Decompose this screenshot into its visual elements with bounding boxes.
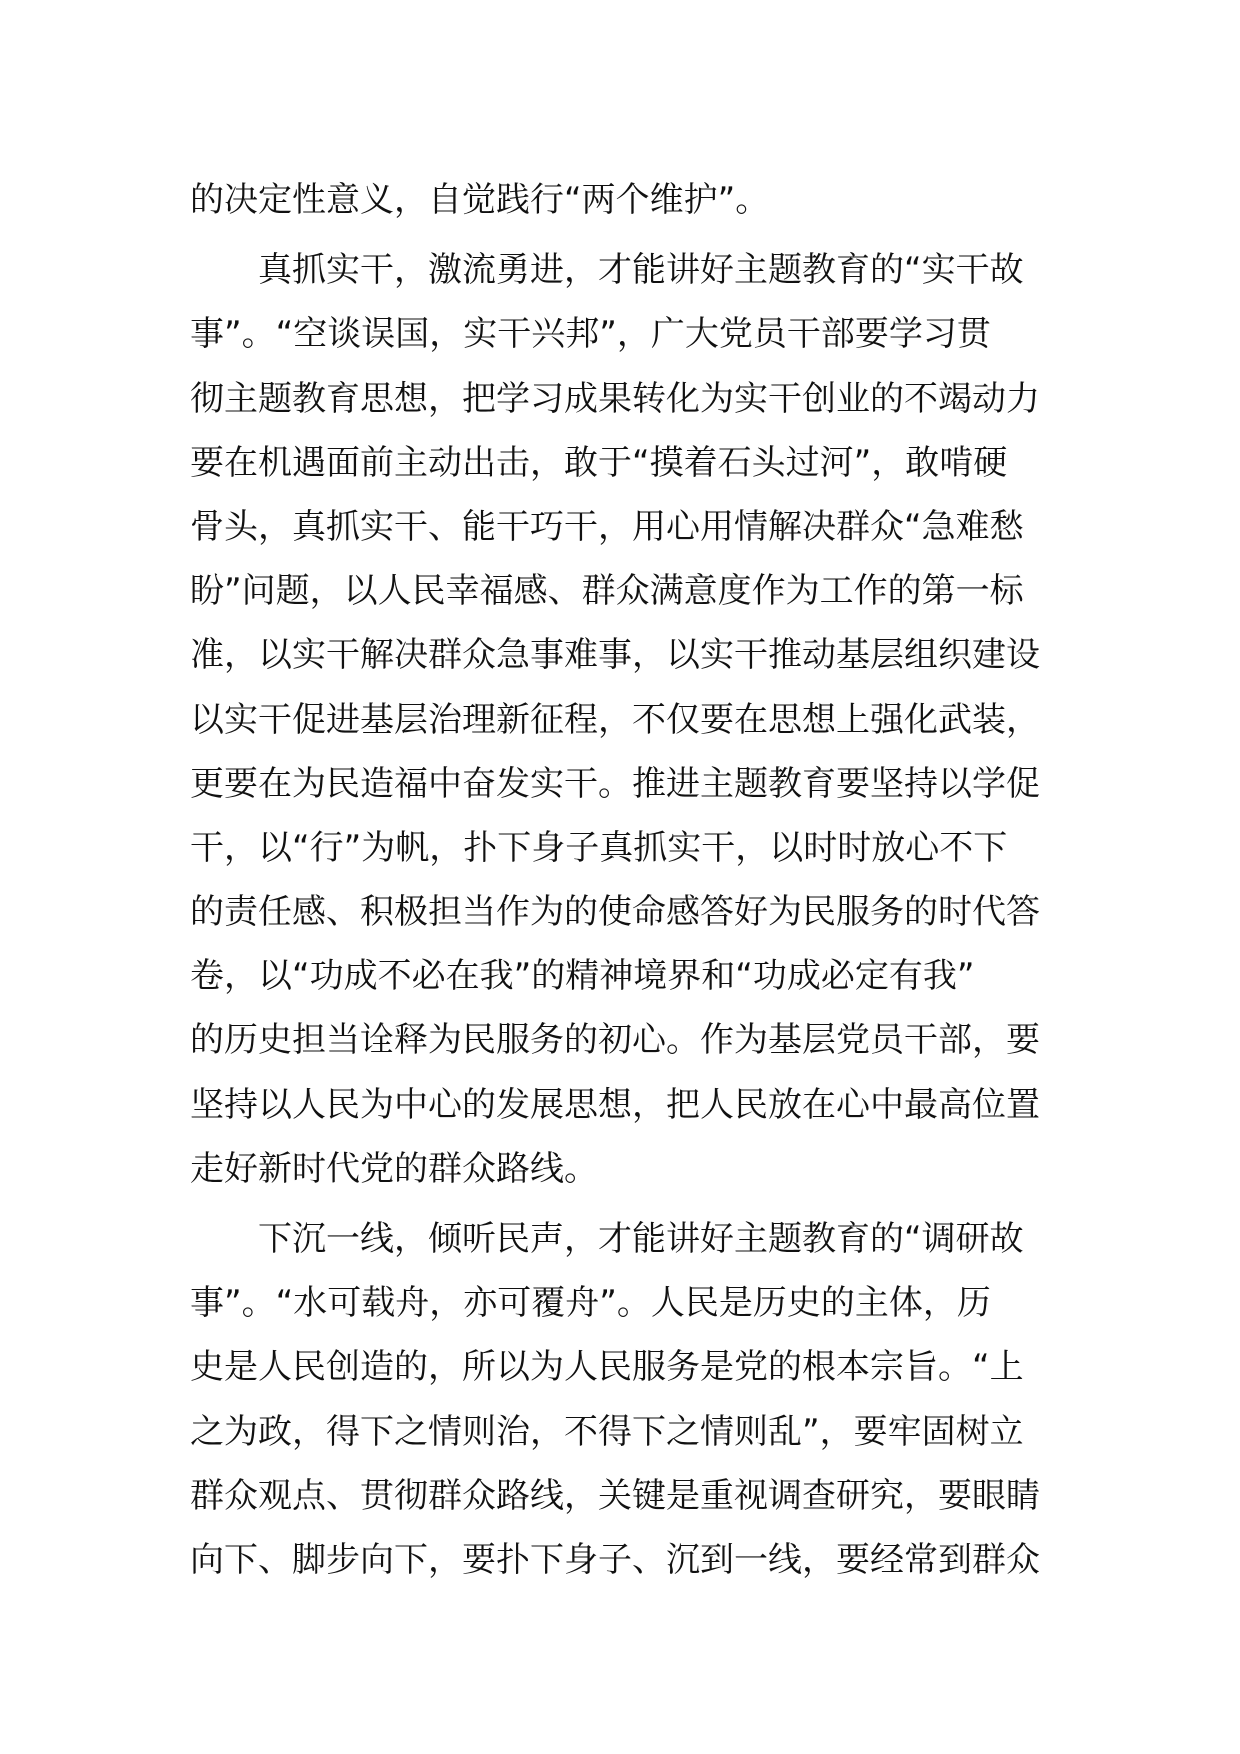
text-line: 盼”问题，以人民幸福感、群众满意度作为工作的第一标 <box>190 571 1024 612</box>
text-line: 坚持以人民为中心的发展思想，把人民放在心中最高位置 <box>190 1084 1040 1125</box>
text-line: 骨头，真抓实干、能干巧干，用心用情解决群众“急难愁 <box>190 506 1024 547</box>
text-line: 走好新时代党的群众路线。 <box>190 1148 598 1189</box>
text-line: 的决定性意义，自觉践行“两个维护”。 <box>190 180 770 220</box>
text-line: 卷，以“功成不必在我”的精神境界和“功成必定有我” <box>190 956 975 997</box>
text-line: 群众观点、贯彻群众路线，关键是重视调查研究，要眼睛 <box>190 1475 1040 1516</box>
text-line: 之为政，得下之情则治，不得下之情则乱”，要牢固树立 <box>190 1411 1024 1452</box>
text-line: 事”。“空谈误国，实干兴邦”，广大党员干部要学习贯 <box>190 314 991 355</box>
text-line: 事”。“水可载舟，亦可覆舟”。人民是历史的主体，历 <box>190 1283 991 1324</box>
body-text <box>190 168 1070 1592</box>
paragraph-first-line: 真抓实干，激流勇进，才能讲好主题教育的“实干故 <box>258 250 1024 291</box>
text-line: 干，以“行”为帆，扑下身子真抓实干，以时时放心不下 <box>190 827 1008 868</box>
text-line: 更要在为民造福中奋发实干。推进主题教育要坚持以学促 <box>190 763 1040 804</box>
text-line: 要在机遇面前主动出击，敢于“摸着石头过河”，敢啃硬 <box>190 442 1008 483</box>
text-line: 彻主题教育思想，把学习成果转化为实干创业的不竭动力 <box>190 378 1040 419</box>
text-line: 的历史担当诠释为民服务的初心。作为基层党员干部，要 <box>190 1020 1040 1061</box>
paragraph-first-line: 下沉一线，倾听民声，才能讲好主题教育的“调研故 <box>258 1219 1024 1259</box>
text-line: 向下、脚步向下，要扑下身子、沉到一线，要经常到群众 <box>190 1539 1040 1580</box>
text-line: 的责任感、积极担当作为的使命感答好为民服务的时代答 <box>190 892 1040 933</box>
text-line: 准，以实干解决群众急事难事，以实干推动基层组织建设 <box>190 635 1040 676</box>
text-line: 史是人民创造的，所以为人民服务是党的根本宗旨。“上 <box>190 1347 1024 1388</box>
text-line: 以实干促进基层治理新征程，不仅要在思想上强化武装， <box>190 699 1040 740</box>
